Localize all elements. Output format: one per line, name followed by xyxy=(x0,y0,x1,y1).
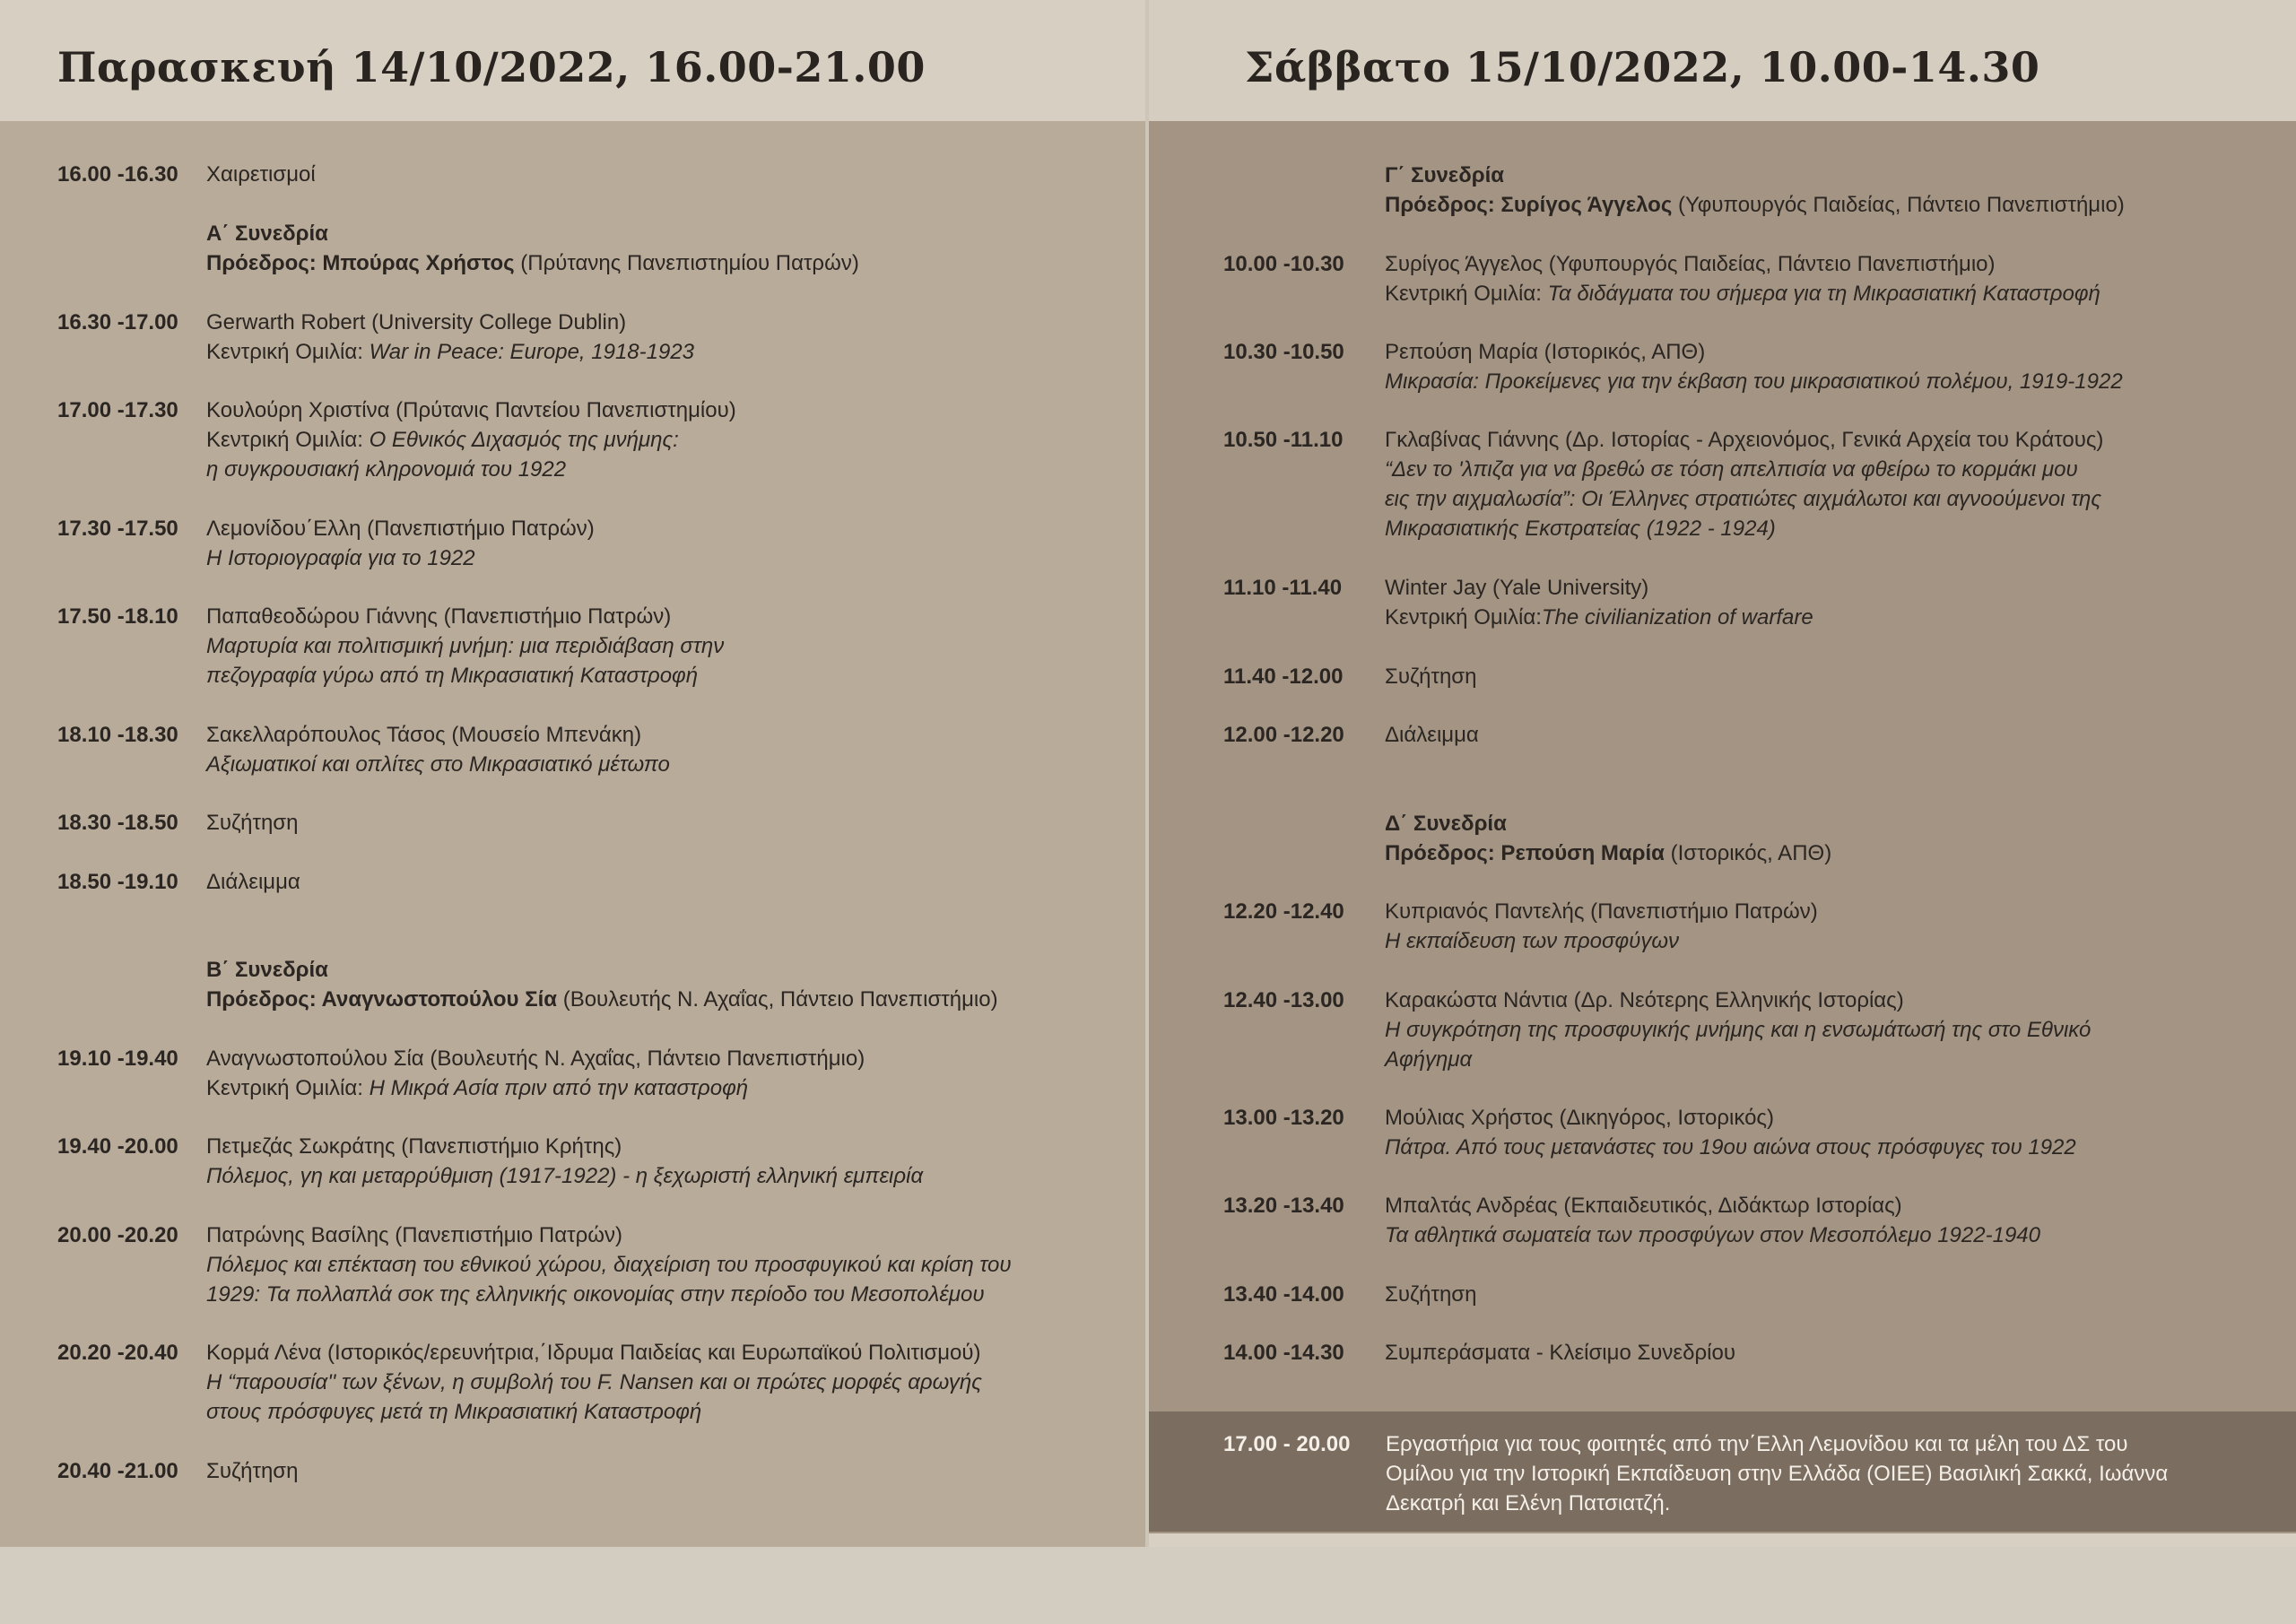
item-text xyxy=(206,1044,865,1103)
time-slot: 20.00 -20.20 xyxy=(57,1223,178,1247)
time-slot: 10.00 -10.30 xyxy=(1223,252,1344,276)
item-text xyxy=(1385,573,1813,632)
item-line: Συζήτηση xyxy=(206,1459,299,1483)
keynote-prefix: Κεντρική Ομιλία: xyxy=(206,428,370,452)
session-text xyxy=(1385,161,2125,220)
talk-title: “Δεν το 'λπιζα για να βρεθώ σε τόση απελπισία να φθείρω το κορμάκι μου xyxy=(1385,457,2078,482)
session-chair xyxy=(206,248,859,278)
item-text xyxy=(206,395,736,484)
talk-title-cont: εις την αιχμαλωσία”: Οι Έλληνες στρατιώτες αιχμάλωτοι και αγνοούμενοι της xyxy=(1385,487,2102,511)
item-line: Συζήτηση xyxy=(1385,664,1477,689)
workshop-text xyxy=(1386,1429,2168,1518)
talk-line xyxy=(206,337,694,367)
speaker-line: Gerwarth Robert (University College Dublin) xyxy=(206,310,627,334)
time-slot: 10.30 -10.50 xyxy=(1223,340,1344,364)
item-text xyxy=(1385,1191,2040,1250)
item-text xyxy=(206,160,316,189)
time-slot: 19.10 -19.40 xyxy=(57,1046,178,1071)
item-text xyxy=(206,720,670,779)
time-slot: 16.00 -16.30 xyxy=(57,162,178,187)
item-text xyxy=(206,308,694,367)
talk-line xyxy=(1385,279,2100,308)
speaker-line: Πετμεζάς Σωκράτης (Πανεπιστήμιο Κρήτης) xyxy=(206,1134,622,1159)
item-text xyxy=(1385,986,2091,1074)
talk-title: Μαρτυρία και πολιτισμική μνήμη: μια περιδιάβαση στην xyxy=(206,634,725,658)
item-text xyxy=(206,514,595,573)
speaker-line: Αναγνωστοπούλου Σία (Βουλευτής Ν. Αχαΐας, Πάντειο Πανεπιστήμιο) xyxy=(206,1046,865,1071)
chair-label: Πρόεδρος: Αναγνωστοπούλου Σία xyxy=(206,987,558,1012)
talk-title: Η “παρουσία'' των ξένων, η συμβολή του F. Nansen και οι πρώτες μορφές αρωγής xyxy=(206,1370,982,1394)
bottom-margin xyxy=(0,1547,2296,1624)
talk-title-cont: στους πρόσφυγες μετά τη Μικρασιατική Καταστροφή xyxy=(206,1400,702,1424)
saturday-title: Σάββατο 15/10/2022, 10.00-14.30 xyxy=(1245,43,2040,91)
session-text xyxy=(206,955,998,1014)
chair-affiliation: (Βουλευτής Ν. Αχαΐας, Πάντειο Πανεπιστήμιο) xyxy=(557,987,998,1012)
talk-title: Η εκπαίδευση των προσφύγων xyxy=(1385,929,1680,953)
time-slot: 19.40 -20.00 xyxy=(57,1134,178,1159)
speaker-line: Κυπριανός Παντελής (Πανεπιστήμιο Πατρών) xyxy=(1385,899,1818,924)
speaker-line: Πατρώνης Βασίλης (Πανεπιστήμιο Πατρών) xyxy=(206,1223,622,1247)
item-text xyxy=(206,867,300,897)
speaker-line: Γκλαβίνας Γιάννης (Δρ. Ιστορίας - Αρχειονόμος, Γενικά Αρχεία του Κράτους) xyxy=(1385,428,2104,452)
talk-title-cont: 1929: Τα πολλαπλά σοκ της ελληνικής οικονομίας στην περίοδο του Μεσοπολέμου xyxy=(206,1282,985,1307)
item-text xyxy=(1385,1338,1735,1368)
talk-title: The civilianization of warfare xyxy=(1541,605,1813,630)
speaker-line: Winter Jay (Yale University) xyxy=(1385,576,1649,600)
talk-line xyxy=(206,1073,865,1103)
keynote-prefix: Κεντρική Ομιλία: xyxy=(206,340,370,364)
session-text xyxy=(1385,809,1831,868)
time-slot: 12.00 -12.20 xyxy=(1223,723,1344,747)
item-line: Συζήτηση xyxy=(206,811,299,835)
item-text xyxy=(1385,425,2103,543)
item-line: Χαιρετισμοί xyxy=(206,162,316,187)
talk-title: Πόλεμος και επέκταση του εθνικού χώρου, διαχείριση του προσφυγικού και κρίση του xyxy=(206,1253,1012,1277)
talk-line xyxy=(206,425,736,455)
talk-title: Ο Εθνικός Διχασμός της μνήμης: xyxy=(369,428,679,452)
item-text xyxy=(1385,897,1818,956)
talk-title-cont: πεζογραφία γύρω από τη Μικρασιατική Καταστροφή xyxy=(206,664,699,688)
time-slot: 13.20 -13.40 xyxy=(1223,1194,1344,1218)
chair-label: Πρόεδρος: Μπούρας Χρήστος xyxy=(206,251,515,275)
time-slot: 13.40 -14.00 xyxy=(1223,1282,1344,1307)
chair-label: Πρόεδρος: Συρίγος Άγγελος xyxy=(1385,193,1673,217)
time-slot: 17.00 -17.30 xyxy=(57,398,178,422)
time-slot: 20.20 -20.40 xyxy=(57,1341,178,1365)
item-text xyxy=(206,1132,923,1191)
time-slot: 17.50 -18.10 xyxy=(57,604,178,629)
speaker-line: Ρεπούση Μαρία (Ιστορικός, ΑΠΘ) xyxy=(1385,340,1706,364)
time-slot: 11.40 -12.00 xyxy=(1223,664,1344,689)
session-title: Α΄ Συνεδρία xyxy=(206,221,328,246)
item-line: Διάλειμμα xyxy=(206,870,300,894)
speaker-line: Παπαθεοδώρου Γιάννης (Πανεπιστήμιο Πατρών) xyxy=(206,604,672,629)
keynote-prefix: Κεντρική Ομιλία: xyxy=(206,1076,370,1100)
time-slot: 17.30 -17.50 xyxy=(57,517,178,541)
chair-affiliation: (Πρύτανης Πανεπιστημίου Πατρών) xyxy=(514,251,859,275)
talk-title: Πάτρα. Από τους μετανάστες του 19ου αιώνα στους πρόσφυγες του 1922 xyxy=(1385,1135,2076,1159)
item-text xyxy=(206,1338,982,1427)
time-slot: 18.50 -19.10 xyxy=(57,870,178,894)
talk-title: Η Ιστοριογραφία για το 1922 xyxy=(206,546,475,570)
workshop-banner xyxy=(1149,1411,2296,1532)
talk-line xyxy=(1385,603,1813,632)
item-text xyxy=(206,602,724,690)
item-line: Συζήτηση xyxy=(1385,1282,1477,1307)
item-line: Συμπεράσματα - Κλείσιμο Συνεδρίου xyxy=(1385,1341,1735,1365)
item-text xyxy=(1385,1103,2076,1162)
talk-title-cont: Αφήγημα xyxy=(1385,1047,1473,1072)
speaker-line: Κουλούρη Χριστίνα (Πρύτανις Παντείου Πανεπιστημίου) xyxy=(206,398,736,422)
session-chair xyxy=(1385,838,1831,868)
time-slot: 18.10 -18.30 xyxy=(57,723,178,747)
item-text xyxy=(1385,662,1476,691)
talk-title: Τα αθλητικά σωματεία των προσφύγων στον Μεσοπόλεμο 1922-1940 xyxy=(1385,1223,2040,1247)
workshop-line: Εργαστήρια για τους φοιτητές από την΄Ελλη Λεμονίδου και τα μέλη του ΔΣ του xyxy=(1386,1432,2128,1456)
workshop-line: Δεκατρή και Ελένη Πατσιατζή. xyxy=(1386,1491,1671,1515)
speaker-line: Σακελλαρόπουλος Τάσος (Μουσείο Μπενάκη) xyxy=(206,723,642,747)
talk-title: Αξιωματικοί και οπλίτες στο Μικρασιατικό μέτωπο xyxy=(206,752,670,777)
workshop-line: Ομίλου για την Ιστορική Εκπαίδευση στην Ελλάδα (ΟΙΕΕ) Βασιλική Σακκά, Ιωάννα xyxy=(1386,1462,2169,1486)
time-slot: 18.30 -18.50 xyxy=(57,811,178,835)
talk-title: Η Μικρά Ασία πριν από την καταστροφή xyxy=(369,1076,749,1100)
chair-label: Πρόεδρος: Ρεπούση Μαρία xyxy=(1385,841,1665,865)
keynote-prefix: Κεντρική Ομιλία: xyxy=(1385,282,1548,306)
item-text xyxy=(206,1456,298,1486)
item-line: Διάλειμμα xyxy=(1385,723,1479,747)
chair-affiliation: (Ιστορικός, ΑΠΘ) xyxy=(1664,841,1832,865)
item-text xyxy=(1385,1280,1476,1309)
speaker-line: Λεμονίδου΄Ελλη (Πανεπιστήμιο Πατρών) xyxy=(206,517,595,541)
session-title: Δ΄ Συνεδρία xyxy=(1385,812,1507,836)
time-slot: 10.50 -11.10 xyxy=(1223,428,1344,452)
item-text xyxy=(1385,720,1479,750)
friday-title: Παρασκευή 14/10/2022, 16.00-21.00 xyxy=(57,43,926,91)
talk-title: War in Peace: Europe, 1918-1923 xyxy=(369,340,695,364)
time-slot: 13.00 -13.20 xyxy=(1223,1106,1344,1130)
talk-title-cont: η συγκρουσιακή κληρονομιά του 1922 xyxy=(206,457,567,482)
talk-title: Μικρασία: Προκείμενες για την έκβαση του μικρασιατικού πολέμου, 1919-1922 xyxy=(1385,369,2123,394)
time-slot: 12.20 -12.40 xyxy=(1223,899,1344,924)
talk-title: Η συγκρότηση της προσφυγικής μνήμης και η ενσωμάτωσή της στο Εθνικό xyxy=(1385,1018,2092,1042)
time-slot: 20.40 -21.00 xyxy=(57,1459,178,1483)
chair-affiliation: (Υφυπουργός Παιδείας, Πάντειο Πανεπιστήμιο) xyxy=(1672,193,2125,217)
speaker-line: Μούλιας Χρήστος (Δικηγόρος, Ιστορικός) xyxy=(1385,1106,1774,1130)
talk-title: Πόλεμος, γη και μεταρρύθμιση (1917-1922) - η ξεχωριστή ελληνική εμπειρία xyxy=(206,1164,924,1188)
session-title: Β΄ Συνεδρία xyxy=(206,958,328,982)
time-slot: 14.00 -14.30 xyxy=(1223,1341,1344,1365)
session-text xyxy=(206,219,859,278)
keynote-prefix: Κεντρική Ομιλία: xyxy=(1385,605,1542,630)
time-slot: 11.10 -11.40 xyxy=(1223,576,1343,600)
session-title: Γ΄ Συνεδρία xyxy=(1385,163,1505,187)
time-slot: 12.40 -13.00 xyxy=(1223,988,1344,1012)
speaker-line: Καρακώστα Νάντια (Δρ. Νεότερης Ελληνικής Ιστορίας) xyxy=(1385,988,1904,1012)
talk-title: Τα διδάγματα του σήμερα για τη Μικρασιατική Καταστροφή xyxy=(1547,282,2100,306)
speaker-line: Συρίγος Άγγελος (Υφυπουργός Παιδείας, Πάντειο Πανεπιστήμιο) xyxy=(1385,252,1996,276)
item-text xyxy=(1385,337,2123,396)
item-text xyxy=(206,1220,1012,1309)
speaker-line: Κορμά Λένα (Ιστορικός/ερευνήτρια,΄Ιδρυμα Παιδείας και Ευρωπαϊκού Πολιτισμού) xyxy=(206,1341,981,1365)
speaker-line: Μπαλτάς Ανδρέας (Εκπαιδευτικός, Διδάκτωρ Ιστορίας) xyxy=(1385,1194,1902,1218)
time-slot: 16.30 -17.00 xyxy=(57,310,178,334)
session-chair xyxy=(1385,190,2125,220)
workshop-time: 17.00 - 20.00 xyxy=(1223,1432,1351,1456)
session-chair xyxy=(206,985,998,1014)
talk-title-cont: Μικρασιατικής Εκστρατείας (1922 - 1924) xyxy=(1385,517,1776,541)
item-text xyxy=(206,808,298,838)
item-text xyxy=(1385,249,2100,308)
